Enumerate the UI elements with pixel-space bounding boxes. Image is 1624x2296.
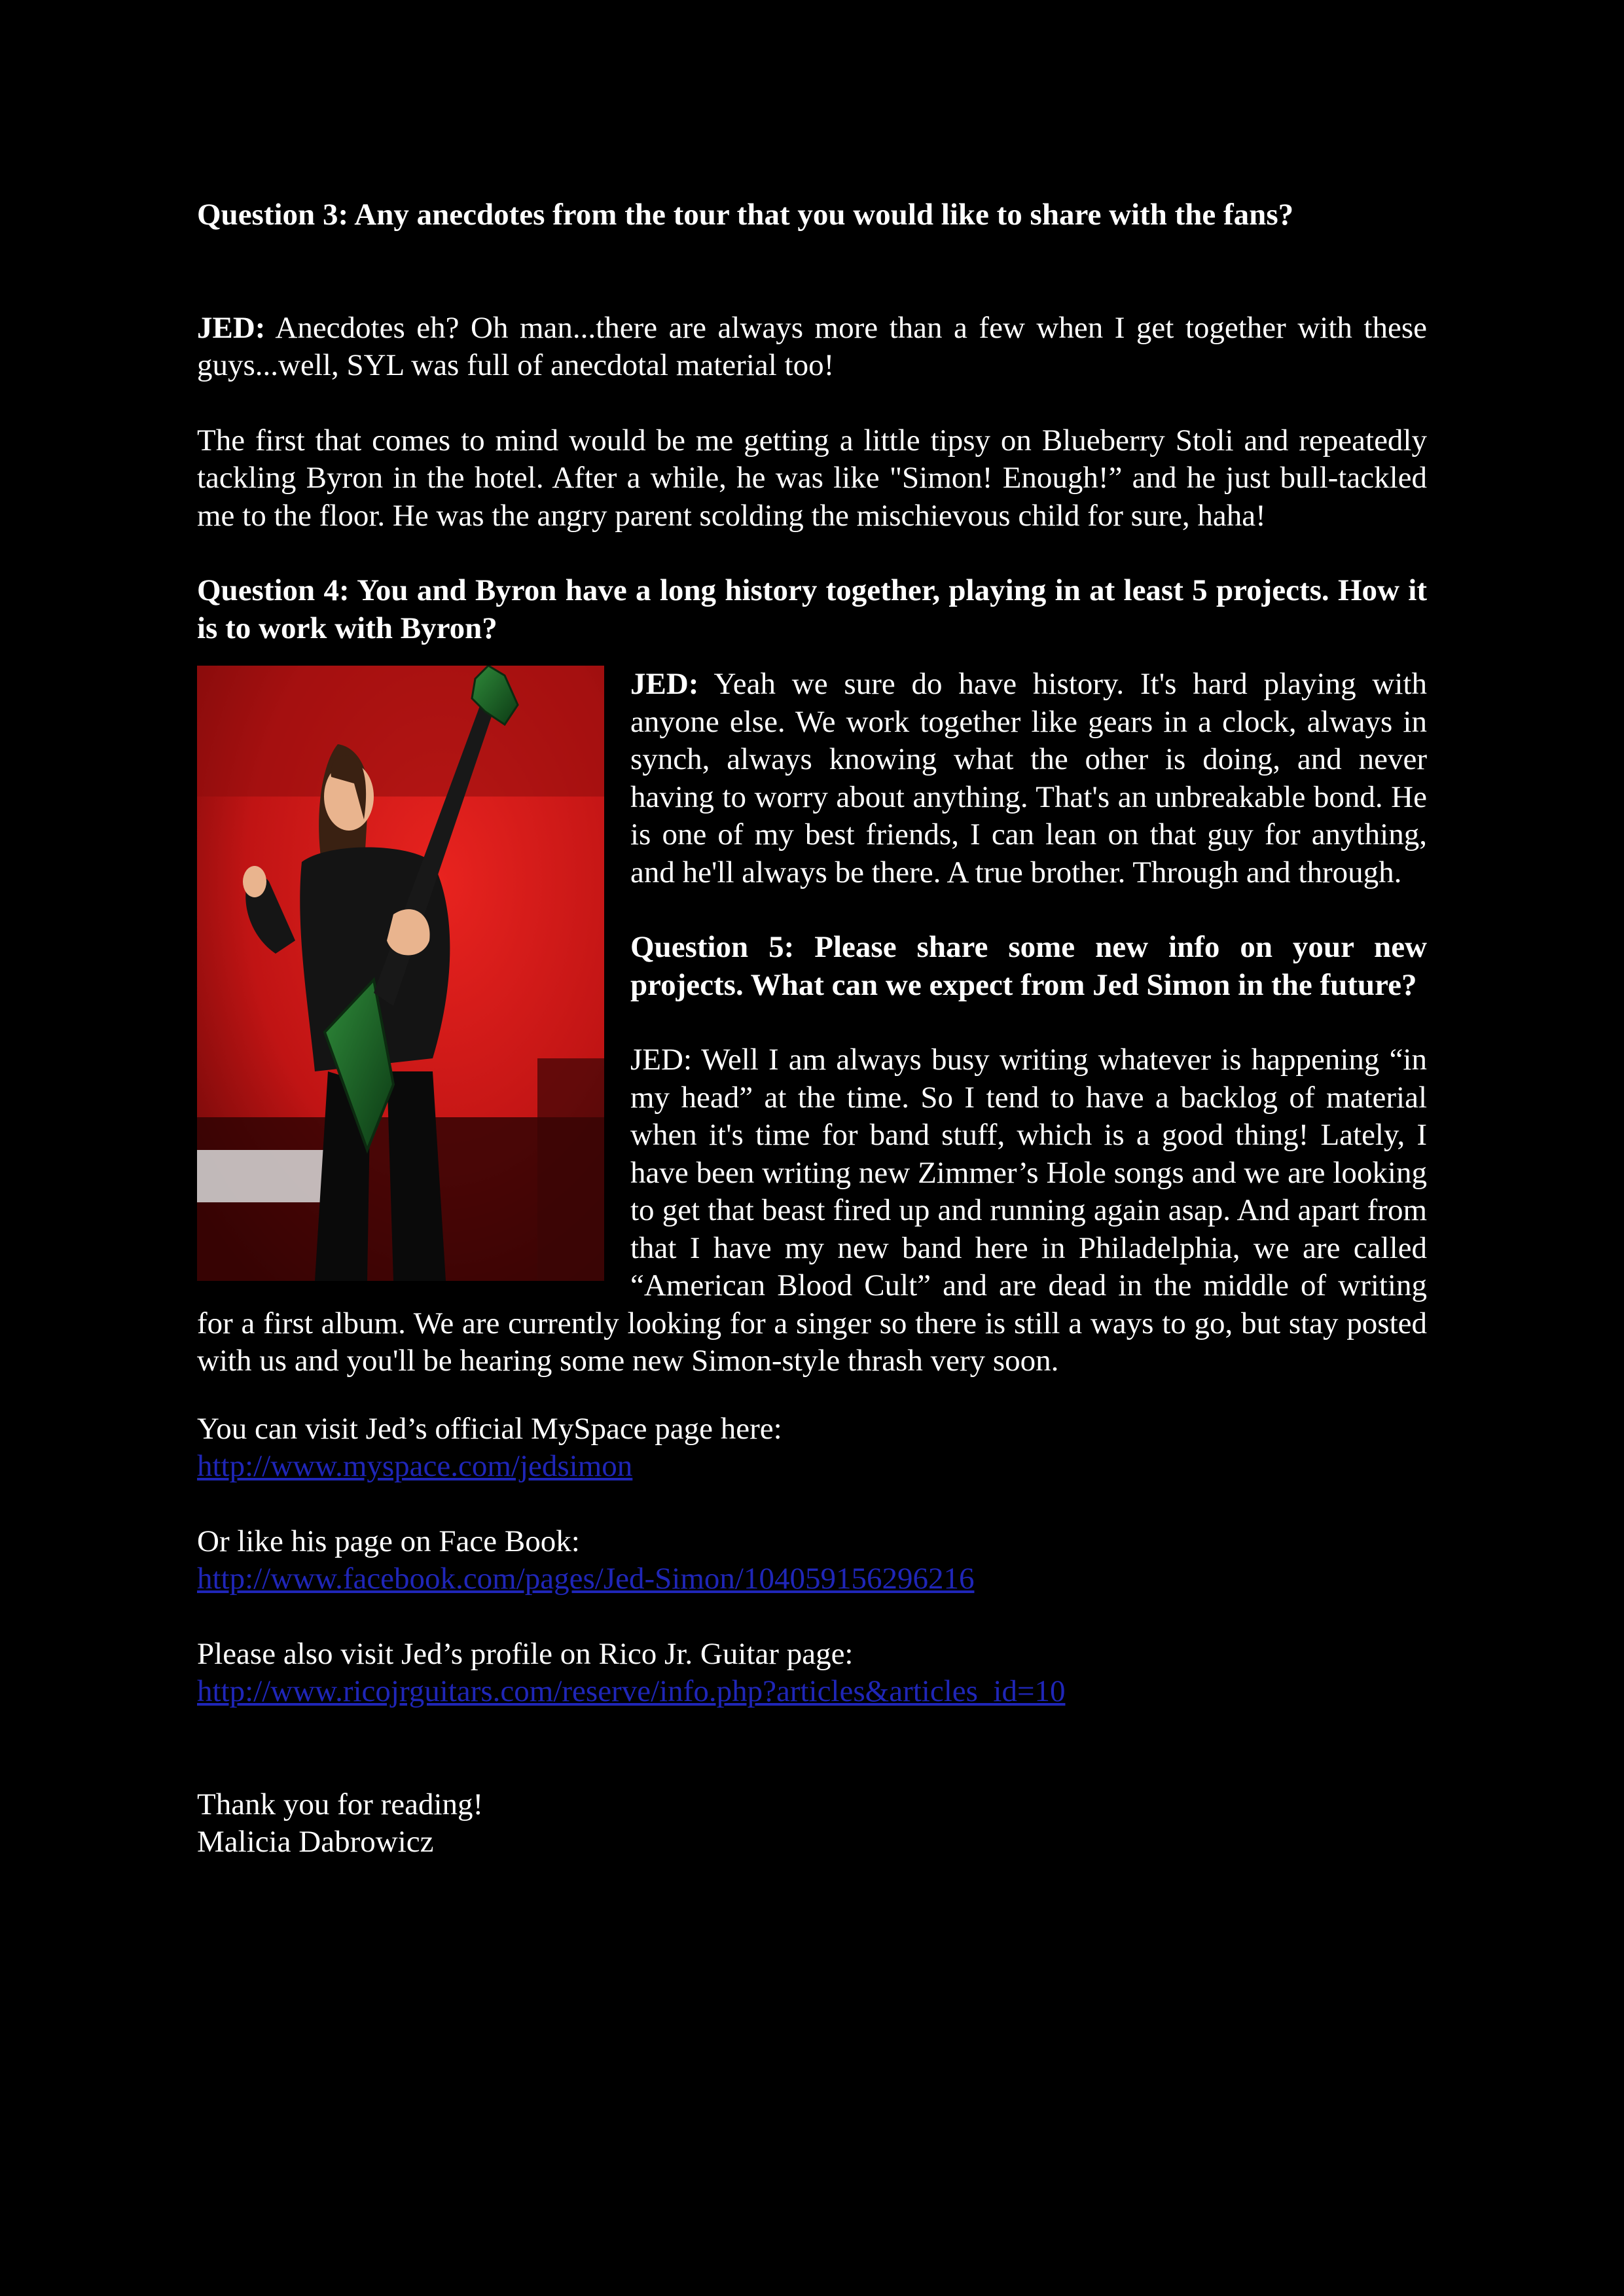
myspace-link-label: You can visit Jed’s official MySpace page here: (197, 1411, 782, 1446)
article-page (197, 196, 1427, 1861)
myspace-link[interactable]: http://www.myspace.com/jedsimon (197, 1449, 633, 1483)
rico-jr-link-label: Please also visit Jed’s profile on Rico Jr. Guitar page: (197, 1636, 854, 1671)
question-3-answer-paragraph-1 (197, 310, 1427, 385)
guitarist-photo (197, 666, 604, 1281)
question-5-answer: JED: Well I am always busy writing whatever is happening “in my head” at the time. So I tend to have a backlog of material when it's time for band stuff, which is a good thing! Lately, I have been writing new Zimmer’s Hole songs and we are looking to get that beast fired up and running again asap. And apart from that I have my new band here in Philadelphia, we are called “American Blood Cult” and are dead in the middle of writing for a first album. We are currently looking for a singer so there is still a ways to go, but stay posted with us and you'll be hearing some new Simon-style thrash very soon. (197, 1043, 1427, 1378)
author-name: Malicia Dabrowicz (197, 1825, 434, 1859)
facebook-link[interactable]: http://www.facebook.com/pages/Jed-Simon/104059156296216 (197, 1562, 975, 1596)
link-block-facebook (197, 1523, 1427, 1598)
closing-block (197, 1786, 1427, 1861)
rico-jr-link[interactable]: http://www.ricojrguitars.com/reserve/info.php?articles&articles_id=10 (197, 1674, 1066, 1708)
answer-text: Anecdotes eh? Oh man...there are always more than a few when I get together with these guys...well, SYL was full of anecdotal material too! (197, 310, 1427, 382)
question-4-heading: Question 4: You and Byron have a long history together, playing in at least 5 projects. How it is to work with Byron? (197, 573, 1427, 645)
speaker-label: JED: (630, 667, 699, 701)
link-block-myspace (197, 1410, 1427, 1486)
speaker-label: JED: (197, 310, 266, 345)
interview-section-with-photo (197, 666, 1427, 1380)
question-5-heading: Question 5: Please share some new info on your new projects. What can we expect from Jed Simon in the future? (630, 930, 1427, 1002)
question-3-heading: Question 3: Any anecdotes from the tour that you would like to share with the fans? (197, 198, 1294, 232)
thank-you-line: Thank you for reading! (197, 1787, 484, 1821)
answer-text: Yeah we sure do have history. It's hard playing with anyone else. We work together like gears in a clock, always in synch, always knowing what the other is doing, and never having to worry about anything. That's an unbreakable bond. He is one of my best friends, I can lean on that guy for anything, and he'll always be there. A true brother. Through and through. (630, 667, 1427, 889)
facebook-link-label: Or like his page on Face Book: (197, 1524, 580, 1558)
link-block-rico-jr-guitars (197, 1636, 1427, 1711)
question-3-answer-paragraph-2: The first that comes to mind would be me getting a little tipsy on Blueberry Stoli and repeatedly tackling Byron in the hotel. After a while, he was like "Simon! Enough!” and he just bull-tackled me to the floor. He was the angry parent scolding the mischievous child for sure, haha! (197, 423, 1427, 533)
